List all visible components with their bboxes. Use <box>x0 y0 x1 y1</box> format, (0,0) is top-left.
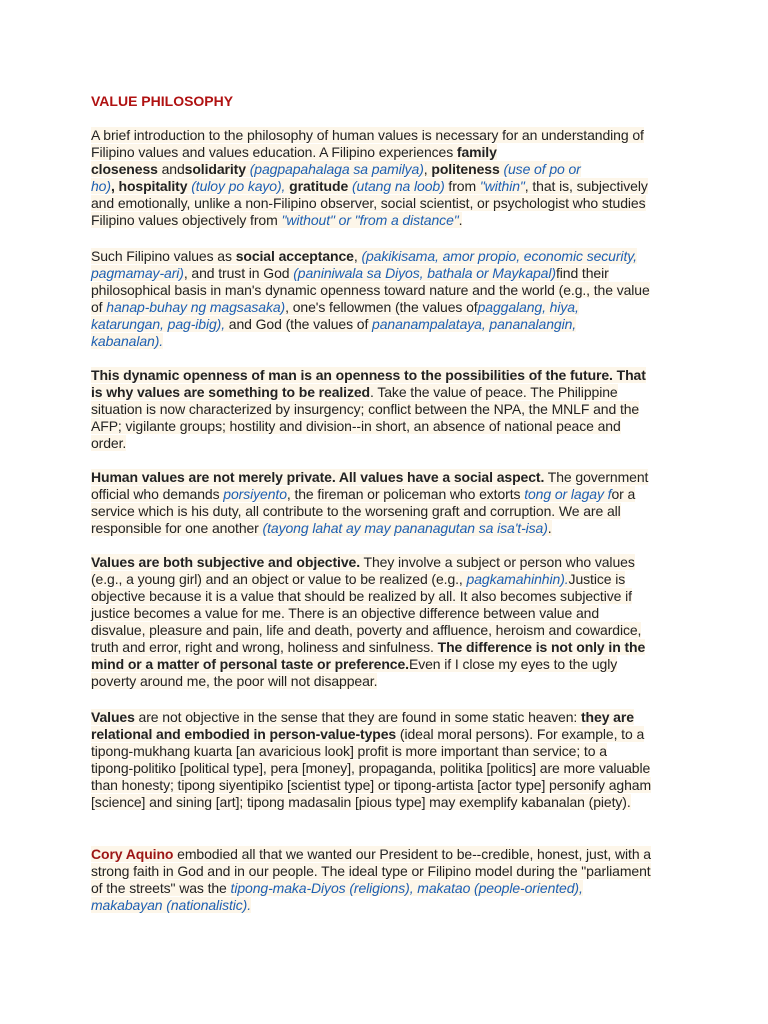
text-line <box>91 571 645 588</box>
filipino-term: "without" or "from a distance" <box>281 212 459 228</box>
text-line <box>91 435 646 452</box>
text-segment: and God (the values of <box>225 316 373 332</box>
text-segment: poverty around me, the poor will not disappear. <box>91 673 378 689</box>
text-segment: they are <box>581 709 634 725</box>
text-segment: , hospitality <box>110 178 188 194</box>
text-segment: Values <box>91 709 135 725</box>
text-segment: philosophical basis in man's dynamic openness toward nature and the world (e.g., the value <box>91 282 650 298</box>
filipino-term: (utang na loob) <box>351 178 445 194</box>
filipino-term: tipong-maka-Diyos (religions), makatao (people-oriented), <box>230 880 583 896</box>
text-line <box>91 777 651 794</box>
text-segment: or a <box>611 486 636 502</box>
text-line <box>91 161 648 178</box>
text-line <box>91 673 645 690</box>
text-segment: than honesty; tipong siyentipiko [scientist type] or tipong-artista [actor type] personify agham <box>91 777 652 793</box>
text-segment: Even if I close my eyes to the ugly <box>408 656 618 672</box>
text-segment: Filipino values and values education. A Filipino experiences <box>91 144 457 160</box>
text-segment: and <box>157 161 185 177</box>
filipino-term: pananampalataya, pananalangin, <box>372 316 577 332</box>
text-segment: strong faith in God and in our people. The ideal type or Filipino model during the "parliament <box>91 863 651 879</box>
text-line <box>91 195 648 212</box>
text-segment: . <box>547 520 552 536</box>
text-segment: closeness <box>91 161 158 177</box>
text-segment: , the fireman or policeman who extorts <box>286 486 525 502</box>
text-segment: . Take the value of peace. The Philippine <box>370 384 618 400</box>
text-segment: official who demands <box>91 486 224 502</box>
text-line <box>91 709 651 726</box>
text-line <box>91 401 646 418</box>
text-line <box>91 639 645 656</box>
filipino-term: (tayong lahat ay may pananagutan sa isa't-isa) <box>262 520 548 536</box>
text-line <box>91 760 651 777</box>
text-segment: A brief introduction to the philosophy of human values is necessary for an understanding of <box>91 127 644 143</box>
text-segment: find their <box>555 265 609 281</box>
text-line <box>91 622 645 639</box>
filipino-term: paggalang, hiya, <box>477 299 579 315</box>
text-line <box>91 503 648 520</box>
text-segment: service which is his duty, all contribute to the worsening graft and corruption. We are all <box>91 503 621 519</box>
document-page <box>91 92 681 913</box>
text-line <box>91 520 648 537</box>
person-name: Cory Aquino <box>91 846 174 862</box>
text-line <box>91 178 648 195</box>
text-line <box>91 265 650 282</box>
paragraph <box>91 846 651 914</box>
text-line <box>91 316 650 333</box>
text-segment: Filipino values objectively from <box>91 212 282 228</box>
document-title: VALUE PHILOSOPHY <box>91 93 234 109</box>
text-segment: of <box>91 299 107 315</box>
text-line <box>91 333 650 350</box>
text-line <box>91 248 650 265</box>
text-line <box>91 367 646 384</box>
text-line <box>91 282 650 299</box>
text-segment: situation is now characterized by insurgency; conflict between the NPA, the MNLF and the <box>91 401 640 417</box>
text-segment: The difference is not only in the <box>437 639 646 655</box>
text-segment: from <box>444 178 480 194</box>
text-line <box>91 863 651 880</box>
text-line <box>91 588 645 605</box>
text-segment: is why values are something to be realized <box>91 384 371 400</box>
text-segment: tipong-mukhang kuarta [an avaricious look] profit is more important than service; to a <box>91 743 607 759</box>
text-line <box>91 384 646 401</box>
text-segment: AFP; vigilante groups; hostility and division--in short, an absence of national peace and <box>91 418 621 434</box>
text-segment: , and trust in God <box>183 265 294 281</box>
text-segment: social acceptance <box>235 248 354 264</box>
text-segment: justice becomes a value for me. There is an objective difference between value and <box>91 605 600 621</box>
filipino-term: "within" <box>479 178 525 194</box>
text-segment: Justice is <box>568 571 626 587</box>
text-segment: mind or a matter of personal taste or preference. <box>91 656 409 672</box>
text-line <box>91 299 650 316</box>
text-segment: relational and embodied in person-value-types <box>91 726 397 742</box>
filipino-term: kabanalan). <box>91 333 164 349</box>
text-line <box>91 726 651 743</box>
filipino-term: porsiyento <box>223 486 287 502</box>
filipino-term: (paniniwala sa Diyos, bathala or Maykapal) <box>293 265 556 281</box>
text-segment: , <box>423 161 432 177</box>
text-segment: Values are both subjective and objective. <box>91 554 360 570</box>
text-segment: and emotionally, unlike a non-Filipino observer, social scientist, or psychologist who studies <box>91 195 646 211</box>
text-segment: , one's fellowmen (the values of <box>285 299 478 315</box>
filipino-term: hanap-buhay ng magsasaka) <box>106 299 286 315</box>
text-segment: family <box>456 144 497 160</box>
text-segment: politeness <box>431 161 500 177</box>
text-line <box>91 469 648 486</box>
text-segment: embodied all that we wanted our President to be--credible, honest, just, with a <box>173 846 651 862</box>
text-line <box>91 656 645 673</box>
filipino-term: (pakikisama, amor propio, economic security, <box>361 248 637 264</box>
text-line <box>91 605 645 622</box>
text-segment: The government <box>544 469 649 485</box>
text-segment: responsible for one another <box>91 520 263 536</box>
text-line <box>91 743 651 760</box>
paragraph <box>91 367 646 452</box>
text-segment: Human values are not merely private. All values have a social aspect. <box>91 469 545 485</box>
text-segment: , that is, subjectively <box>524 178 648 194</box>
text-segment: [science] and sining [art]; tipong madasalin [pious type] may exemplify kabanalan (piety). <box>91 794 631 810</box>
text-segment: gratitude <box>289 178 349 194</box>
text-segment: disvalue, pleasure and pain, life and death, poverty and affluence, heroism and cowardice, <box>91 622 642 638</box>
text-segment: truth and error, right and wrong, holiness and sinfulness. <box>91 639 438 655</box>
text-segment: objective because it is a value that should be realized by all. It also becomes subjective if <box>91 588 632 604</box>
text-line <box>91 554 645 571</box>
text-line <box>91 212 648 229</box>
text-segment: tipong-politiko [political type], pera [money], propaganda, politika [politics] are more valuable <box>91 760 651 776</box>
text-line <box>91 846 651 863</box>
text-segment: This dynamic openness of man is an openness to the possibilities of the future. That <box>91 367 646 383</box>
text-segment: are not objective in the sense that they are found in some static heaven: <box>134 709 581 725</box>
filipino-term: (use of po or <box>503 161 581 177</box>
paragraph <box>91 248 650 350</box>
filipino-term: (pagpapahalaga sa pamilya) <box>249 161 424 177</box>
text-segment: of the streets" was the <box>91 880 231 896</box>
text-segment: , <box>353 248 362 264</box>
filipino-term: ho) <box>91 178 111 194</box>
text-segment: Such Filipino values as <box>91 248 236 264</box>
paragraph <box>91 127 648 229</box>
text-line <box>91 127 648 144</box>
filipino-term: pagmamay-ari) <box>91 265 184 281</box>
text-line <box>91 486 648 503</box>
filipino-term: pagkamahinhin). <box>466 571 569 587</box>
paragraph <box>91 554 645 690</box>
text-line <box>91 418 646 435</box>
text-segment: order. <box>91 435 127 451</box>
text-segment: (e.g., a young girl) and an object or value to be realized (e.g., <box>91 571 467 587</box>
filipino-term: makabayan (nationalistic). <box>91 897 252 913</box>
text-line <box>91 794 651 811</box>
text-segment: They involve a subject or person who values <box>360 554 635 570</box>
paragraph <box>91 709 651 811</box>
text-segment: (ideal moral persons). For example, to a <box>396 726 645 742</box>
text-segment: solidarity <box>184 161 246 177</box>
paragraph <box>91 469 648 537</box>
text-line <box>91 897 651 914</box>
filipino-term: (tuloy po kayo), <box>191 178 286 194</box>
text-segment: . <box>458 212 463 228</box>
text-line <box>91 144 648 161</box>
filipino-term: katarungan, pag-ibig), <box>91 316 225 332</box>
filipino-term: tong or lagay f <box>524 486 612 502</box>
text-line <box>91 880 651 897</box>
